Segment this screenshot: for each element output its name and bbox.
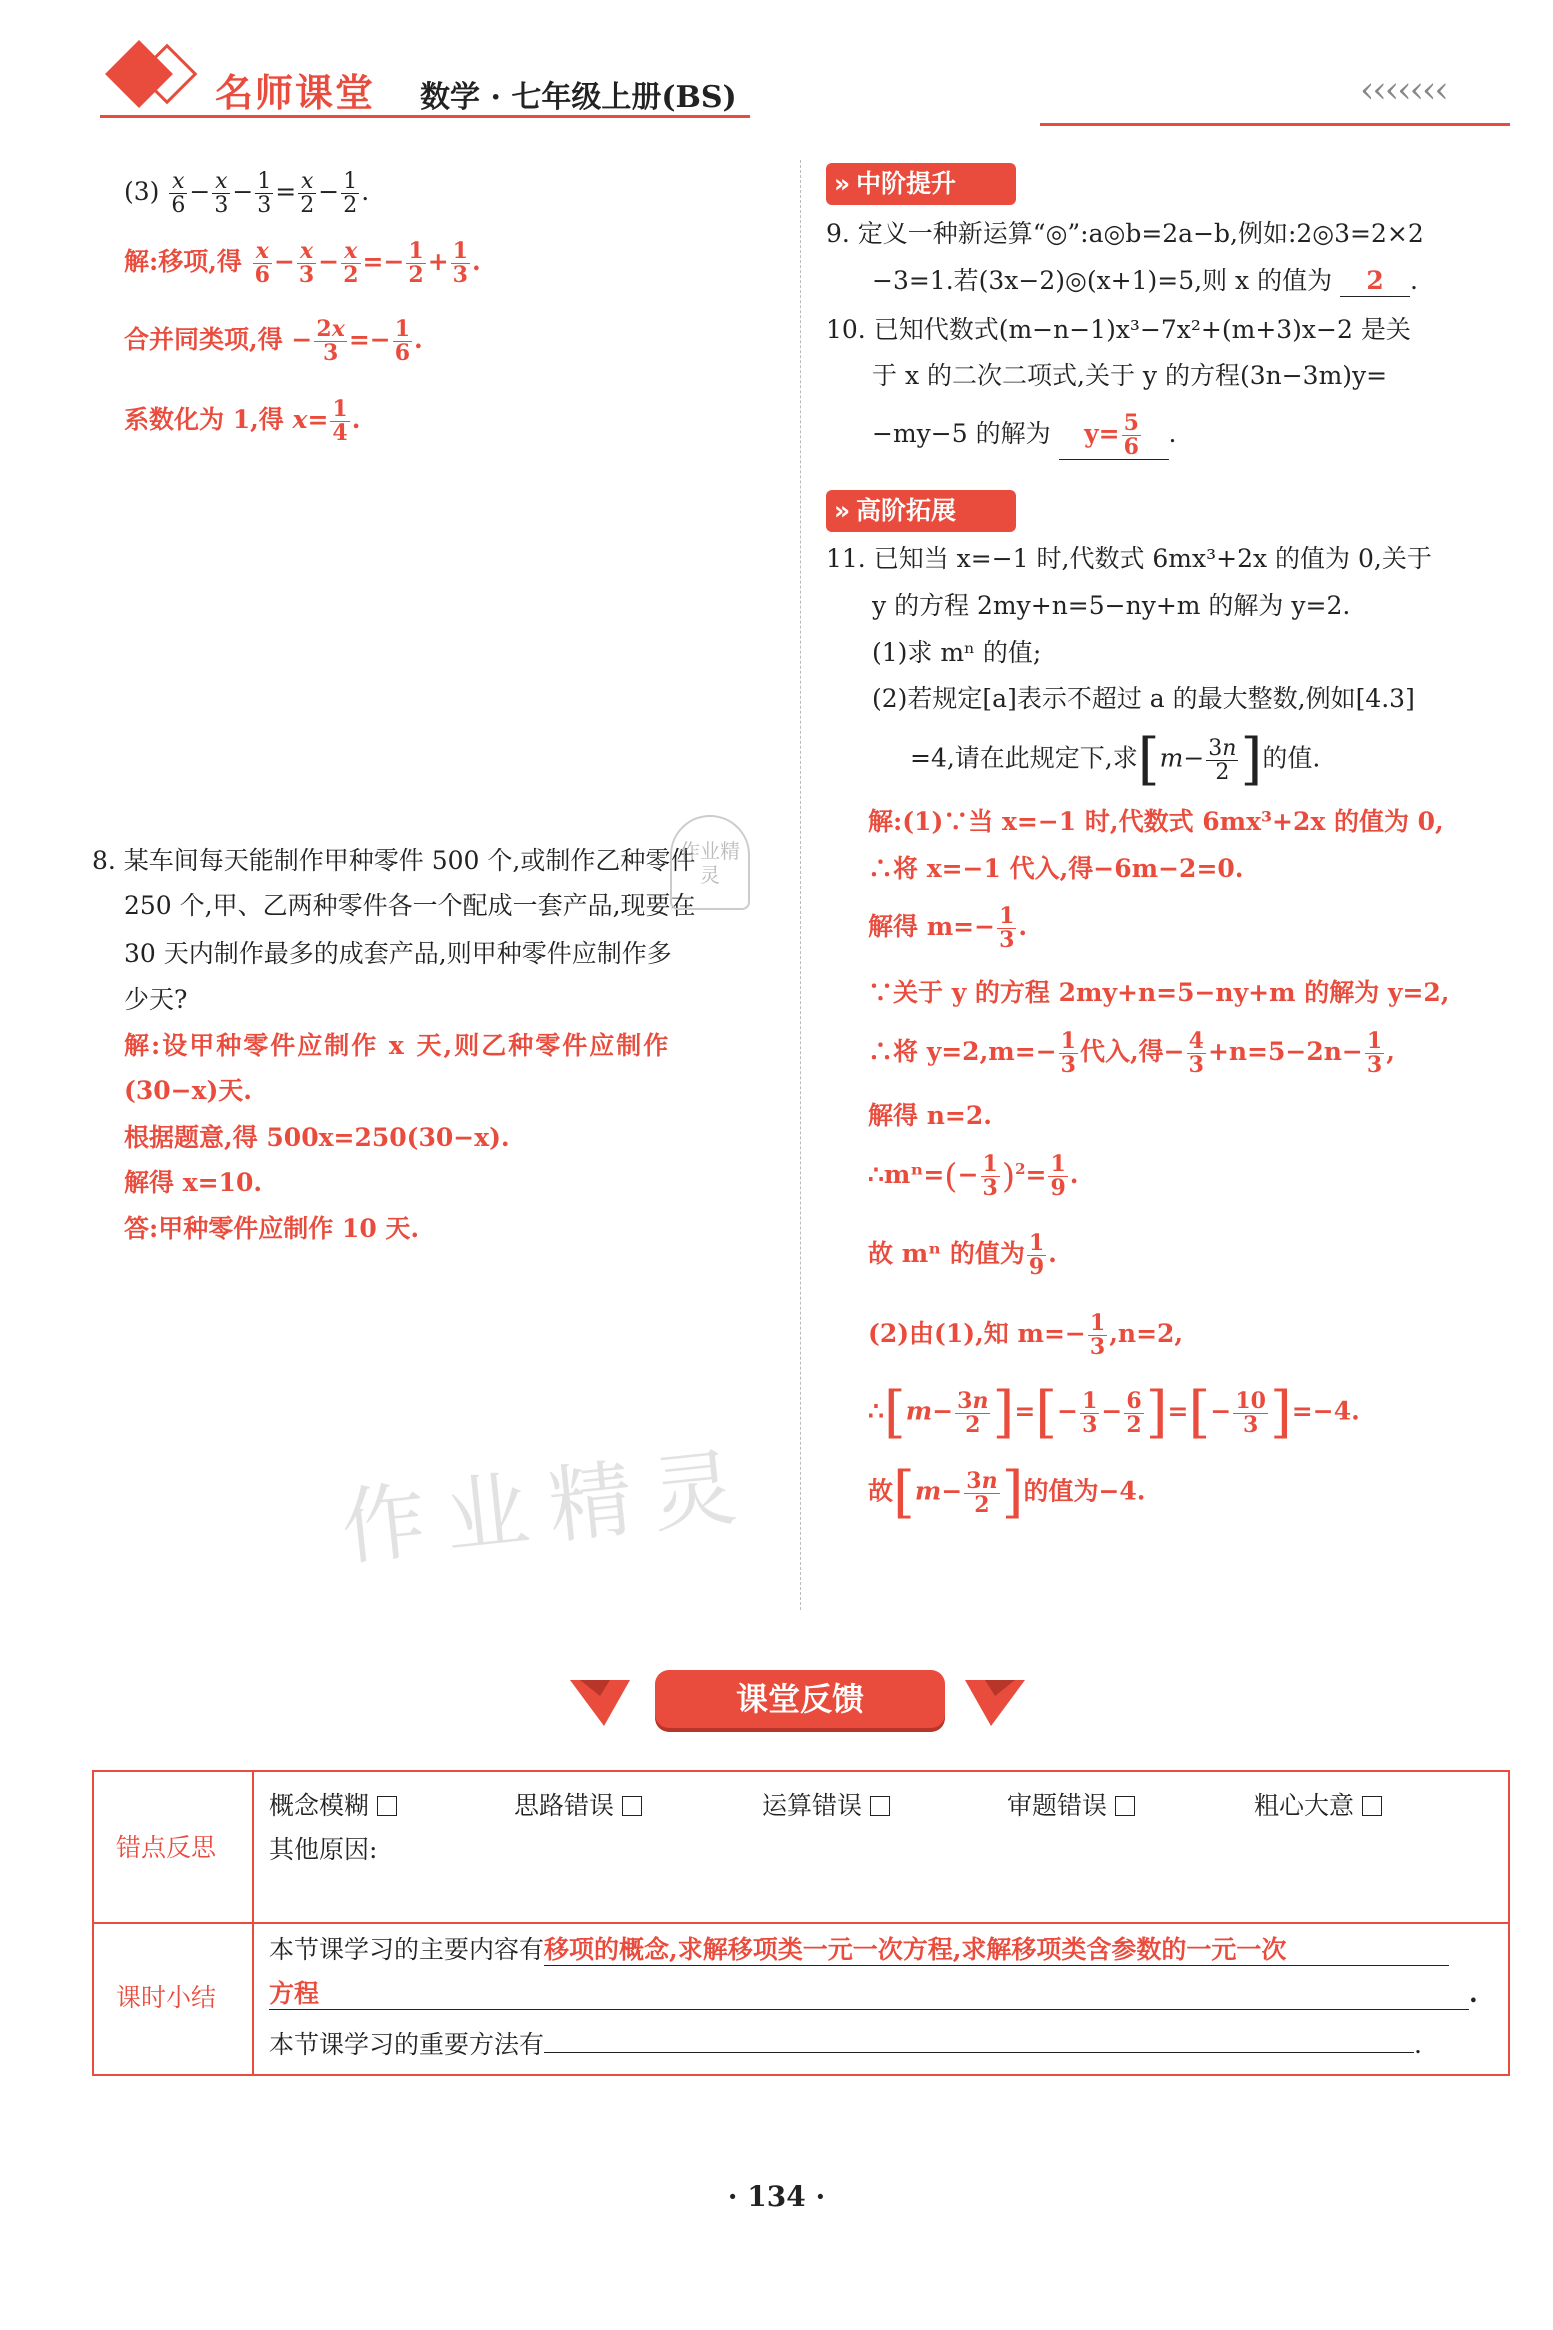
watermark-stamp: 作业精灵	[670, 815, 750, 910]
q11-sol-7: ∴mⁿ=(− $\frac{1}{3}$ )$^2$= $\frac{1}{9}$ .	[868, 1151, 1079, 1202]
q8-line4: 少天?	[124, 985, 188, 1014]
header-rule	[100, 115, 750, 118]
option-reading[interactable]: 审题错误	[1007, 1790, 1135, 1821]
q11-line4: (2)若规定[a]表示不超过 a 的最大整数,例如[4.3]	[872, 684, 1415, 713]
header-chevrons: ‹‹‹‹‹‹‹	[1360, 70, 1447, 111]
q10-line3: −my−5 的解为 y= $\frac{5}{6}$ .	[872, 410, 1177, 461]
q10-line1: 10. 已知代数式(m−n−1)x³−7x²+(m+3)x−2 是关	[826, 315, 1411, 344]
q8-answer4: 解得 x=10.	[124, 1168, 263, 1197]
q11-sol-8: 故 mⁿ 的值为 $\frac{1}{9}$ .	[868, 1230, 1057, 1281]
q7-solution-step3: 系数化为 1,得 x= $\frac{1}{4}$ .	[124, 396, 361, 447]
q8-answer1: 解:设甲种零件应制作 x 天,则乙种零件应制作	[124, 1031, 671, 1060]
q11-sol-5: ∴将 y=2,m=− $\frac{1}{3}$ 代入,得− $\frac{4}{3}$ +n=5−2n− $\frac{1}{3}$ ,	[868, 1028, 1395, 1079]
section-badge-mid: » 中阶提升	[826, 163, 1016, 205]
q9-line1: 9. 定义一种新运算“◎”:a◎b=2a−b,例如:2◎3=2×2	[826, 219, 1424, 248]
q11-line2: y 的方程 2my+n=5−ny+m 的解为 y=2.	[872, 591, 1351, 620]
column-divider	[800, 160, 801, 1610]
q8-answer5: 答:甲种零件应制作 10 天.	[124, 1214, 420, 1243]
q11-sol-9: (2)由(1),知 m=− $\frac{1}{3}$ ,n=2,	[868, 1310, 1184, 1361]
q11-line1: 11. 已知当 x=−1 时,代数式 6mx³+2x 的值为 0,关于	[826, 544, 1432, 573]
q9-answer: 2	[1340, 265, 1410, 297]
q8-line1: 8. 某车间每天能制作甲种零件 500 个,或制作乙种零件	[92, 846, 696, 875]
q11-sol-10: ∴[m− $\frac{3n}{2}$ ]=[− $\frac{1}{3}$ − $\frac{6}{2}$ ]=[− $\frac{10}{3}$ ]=−4.	[868, 1380, 1360, 1445]
option-other: 其他原因:	[269, 1835, 378, 1864]
option-calculation[interactable]: 运算错误	[762, 1790, 890, 1821]
header-brand: 名师课堂	[215, 71, 376, 115]
q9-line2: −3=1.若(3x−2)◎(x+1)=5,则 x 的值为 2 .	[872, 265, 1418, 297]
q11-sol-4: ∵关于 y 的方程 2my+n=5−ny+m 的解为 y=2,	[868, 978, 1450, 1007]
header-logo-diamonds	[95, 38, 205, 118]
q7-part3: (3) $\frac{x}{6}$ − $\frac{x}{3}$ − $\frac{1}{3}$ = $\frac{x}{2}$ − $\frac{1}{2}$ .	[124, 169, 370, 219]
header-rule-right	[1040, 123, 1510, 126]
q7-solution-step1: 解:移项,得 $\frac{x}{6}$ − $\frac{x}{3}$ − $\frac{x}{2}$ =− $\frac{1}{2}$ + $\frac{1}{3}$ .	[124, 238, 481, 289]
header-subject: 数学 · 七年级上册(BS)	[420, 80, 737, 115]
summary1-answer: 移项的概念,求解移项类一元一次方程,求解移项类含参数的一元一次	[544, 1934, 1449, 1966]
feedback-right-arrow-icon	[965, 1670, 1025, 1730]
option-thinking[interactable]: 思路错误	[514, 1790, 642, 1821]
q8-answer2: (30−x)天.	[124, 1076, 253, 1105]
watermark-text: 作业精灵	[336, 1436, 761, 1578]
option-careless[interactable]: 粗心大意	[1254, 1790, 1382, 1821]
summary1: 本节课学习的主要内容有移项的概念,求解移项类一元一次方程,求解移项类含参数的一元一次	[269, 1934, 1449, 1966]
q11-line5: =4,请在此规定下,求[m− $\frac{3n}{2}$ ]的值.	[910, 727, 1321, 792]
q7-solution-step2: 合并同类项,得 − $\frac{2x}{3}$ =− $\frac{1}{6}$ .	[124, 316, 423, 367]
q11-sol-6: 解得 n=2.	[868, 1101, 992, 1130]
feedback-row1-label: 错点反思	[116, 1833, 217, 1862]
q8-line3: 30 天内制作最多的成套产品,则甲种零件应制作多	[124, 939, 672, 968]
section-badge-high: » 高阶拓展	[826, 490, 1016, 532]
q8-answer3: 根据题意,得 500x=250(30−x).	[124, 1123, 510, 1152]
q10-line2: 于 x 的二次二项式,关于 y 的方程(3n−3m)y=	[872, 361, 1388, 390]
q11-line3: (1)求 mⁿ 的值;	[872, 638, 1042, 667]
option-concept[interactable]: 概念模糊	[269, 1790, 397, 1821]
feedback-row2-label: 课时小结	[116, 1983, 217, 2012]
header	[0, 0, 1553, 130]
feedback-title: 课堂反馈	[655, 1670, 945, 1728]
q11-sol-1: 解:(1)∵当 x=−1 时,代数式 6mx³+2x 的值为 0,	[868, 807, 1444, 836]
page-number: · 134 ·	[727, 2180, 826, 2213]
summary1-cont: 方程 .	[269, 1978, 1478, 2010]
feedback-table	[92, 1770, 1510, 2076]
q8-line2: 250 个,甲、乙两种零件各一个配成一套产品,现要在	[124, 891, 696, 920]
q11-sol-11: 故[m− $\frac{3n}{2}$ ]的值为−4.	[868, 1460, 1146, 1525]
q11-sol-2: ∴将 x=−1 代入,得−6m−2=0.	[868, 854, 1244, 883]
q10-answer: y=	[1084, 419, 1120, 449]
q11-sol-3: 解得 m=− $\frac{1}{3}$ .	[868, 903, 1028, 954]
summary2: 本节课学习的重要方法有 .	[269, 2026, 1422, 2060]
feedback-left-arrow-icon	[570, 1670, 630, 1730]
